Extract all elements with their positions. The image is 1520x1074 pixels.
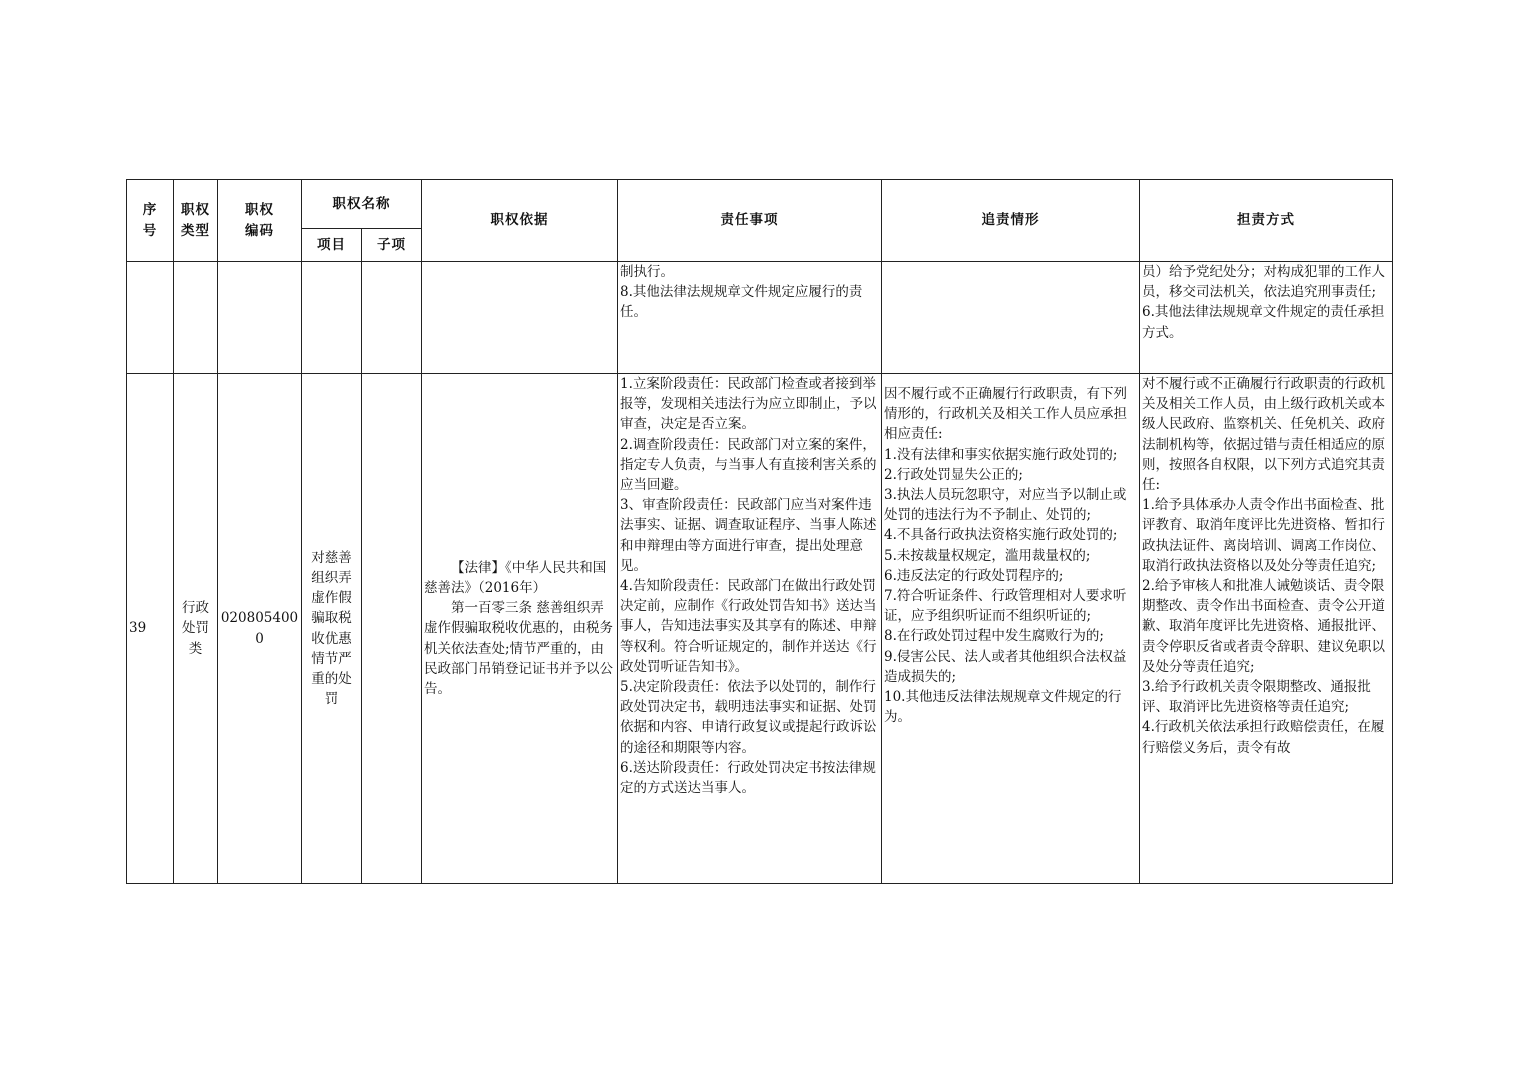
- cell-seq: [127, 262, 174, 374]
- header-basis: 职权依据: [422, 180, 618, 262]
- table-row-continuation: [127, 262, 1393, 374]
- cell-responsibility: 制执行。 8.其他法律法规规章文件规定应履行的责任。: [618, 262, 882, 374]
- cell-code: 0208054000: [218, 374, 302, 884]
- duty-list-table: [126, 179, 1393, 884]
- cell-type: [174, 262, 218, 374]
- cell-basis: [422, 262, 618, 374]
- cell-accountability: 因不履行或不正确履行行政职责，有下列情形的，行政机关及相关工作人员应承担相应责任: 1.没有法律和事实依据实施行政处罚的; 2.行政处罚显失公正的; 3.执法人员玩忽职守，对应当予以制止或处罚的违法行为不予制止、处罚的; 4.不具备行政执法资格实施行政处罚的; 5.未按裁量权规定，滥用裁量权的; 6.违反法定的行政处罚程序的; 7.符合听证条件、行政管理相对人要求听证，应予组织听证而不组织听证的; 8.在行政处罚过程中发生腐败行为的; 9.侵害公民、法人或者其他组织合法权益造成损失的; 10.其他违反法律法规规章文件规定的行为。: [882, 374, 1140, 884]
- cell-accountability: [882, 262, 1140, 374]
- cell-liability: 对不履行或不正确履行行政职责的行政机关及相关工作人员，由上级行政机关或本级人民政府、监察机关、任免机关、政府法制机构等，依据过错与责任相适应的原则，按照各自权限，以下列方式追究其责任: 1.给予具体承办人责令作出书面检查、批评教育、取消年度评比先进资格、暂扣行政执法证件、离岗培训、调离工作岗位、取消行政执法资格以及处分等责任追究; 2.给予审核人和批准人诫勉谈话、责令限期整改、责令作出书面检查、责令公开道歉、取消年度评比先进资格、通报批评、责令停职反省或者责令辞职、建议免职以及处分等责任追究; 3.给予行政机关责令限期整改、通报批评、取消评比先进资格等责任追究; 4.行政机关依法承担行政赔偿责任，在履行赔偿义务后，责令有故: [1140, 374, 1393, 884]
- cell-liability: 员）给予党纪处分；对构成犯罪的工作人员，移交司法机关，依法追究刑事责任; 6.其他法律法规规章文件规定的责任承担方式。: [1140, 262, 1393, 374]
- header-code: 职权 编码: [218, 180, 302, 262]
- header-subitem: 子项: [362, 229, 422, 262]
- header-seq: 序 号: [127, 180, 174, 262]
- cell-subitem: [362, 374, 422, 884]
- basis-title: 【法律】《中华人民共和国慈善法》（2016年）: [424, 559, 607, 596]
- table-row-39: [127, 374, 1393, 884]
- cell-code: [218, 262, 302, 374]
- cell-basis: [422, 374, 618, 884]
- table-header-row: [127, 180, 1393, 229]
- header-name: 职权名称: [302, 180, 422, 229]
- cell-type: 行政 处罚 类: [174, 374, 218, 884]
- header-accountability: 追责情形: [882, 180, 1140, 262]
- header-responsibility: 责任事项: [618, 180, 882, 262]
- header-item: 项目: [302, 229, 362, 262]
- cell-subitem: [362, 262, 422, 374]
- cell-seq: 39: [127, 374, 174, 884]
- header-liability: 担责方式: [1140, 180, 1393, 262]
- cell-item: [302, 262, 362, 374]
- cell-responsibility: 1.立案阶段责任：民政部门检查或者接到举报等，发现相关违法行为应立即制止，予以审查，决定是否立案。 2.调查阶段责任：民政部门对立案的案件，指定专人负责，与当事人有直接利害关系的应当回避。 3、审查阶段责任：民政部门应当对案件违法事实、证据、调查取证程序、当事人陈述和申辩理由等方面进行审查，提出处理意见。 4.告知阶段责任：民政部门在做出行政处罚决定前，应制作《行政处罚告知书》送达当事人，告知违法事实及其享有的陈述、申辩等权利。符合听证规定的，制作并送达《行政处罚听证告知书》。 5.决定阶段责任：依法予以处罚的，制作行政处罚决定书，载明违法事实和证据、处罚依据和内容、申请行政复议或提起行政诉讼的途径和期限等内容。 6.送达阶段责任：行政处罚决定书按法律规定的方式送达当事人。: [618, 374, 882, 884]
- cell-item: 对慈善组织弄虚作假骗取税收优惠情节严重的处罚: [302, 374, 362, 884]
- header-type: 职权 类型: [174, 180, 218, 262]
- basis-body: 第一百零三条 慈善组织弄虚作假骗取税收优惠的，由税务机关依法查处;情节严重的，由民政部门吊销登记证书并予以公告。: [424, 600, 613, 697]
